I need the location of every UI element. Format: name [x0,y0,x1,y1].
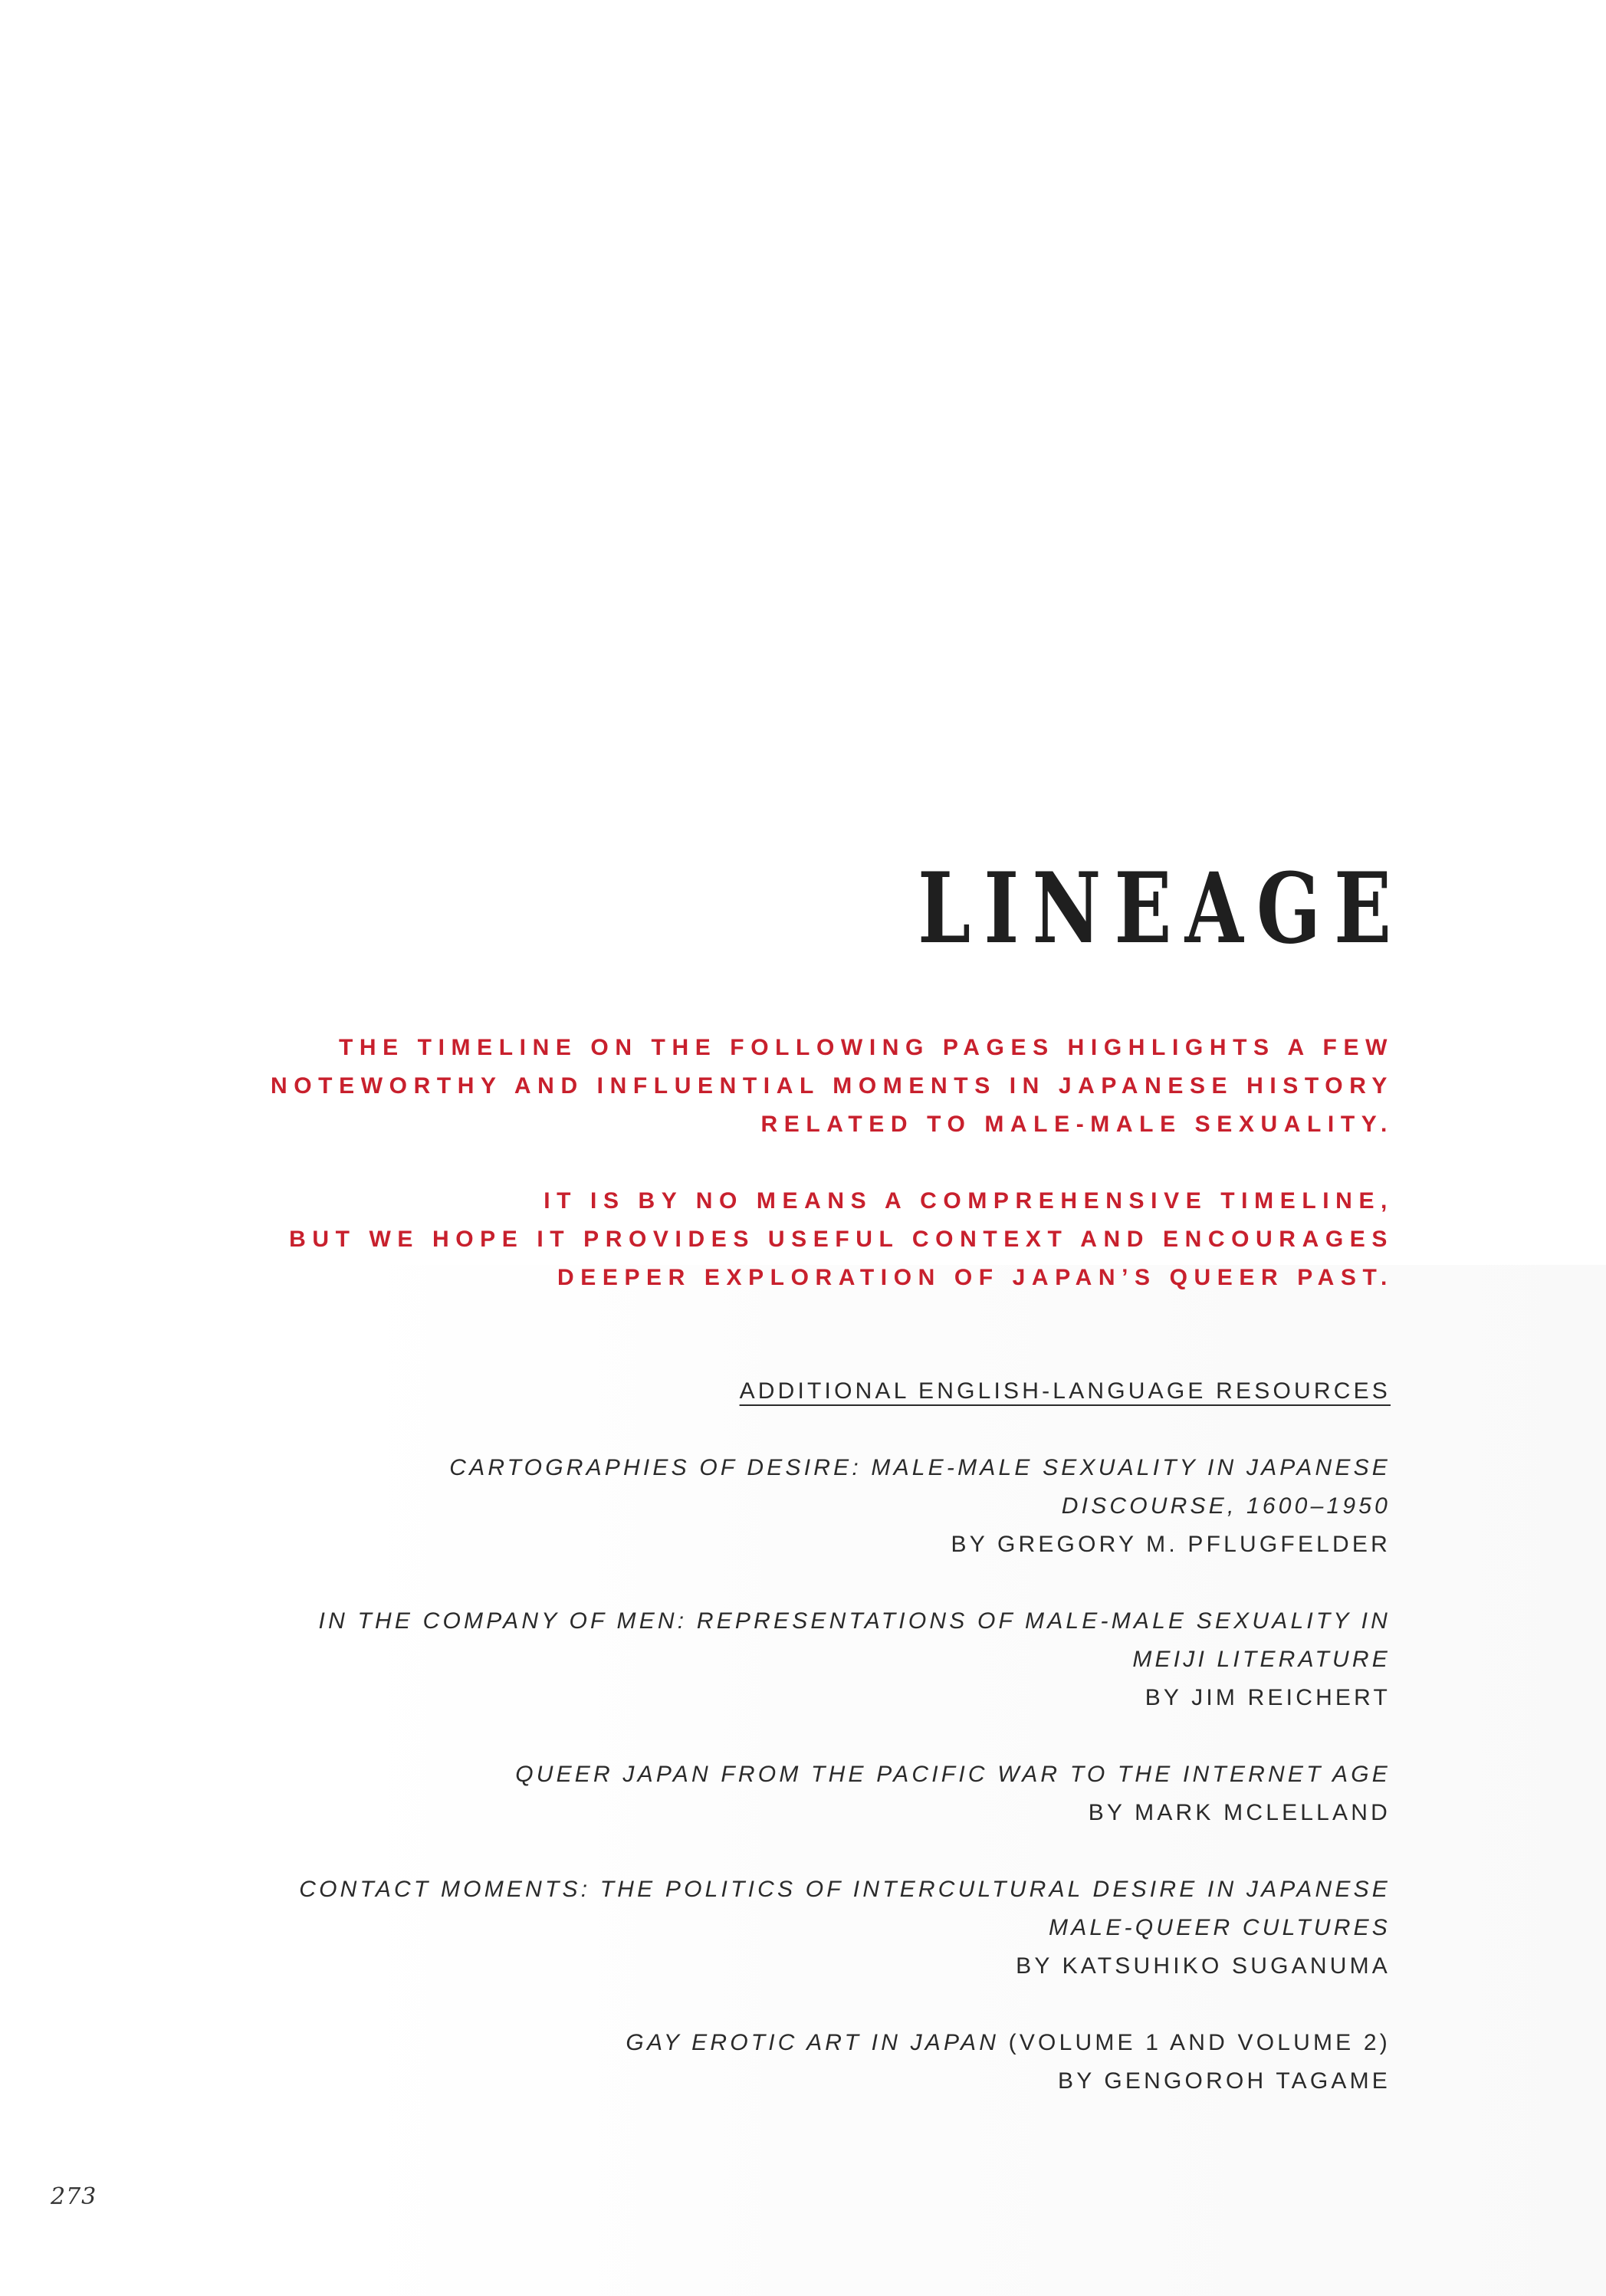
page-number: 273 [51,2183,97,2210]
page-title: LINEAGE [917,852,1404,965]
resource-author: BY JIM REICHERT [1145,1685,1391,1710]
resource-author: BY KATSUHIKO SUGANUMA [1016,1953,1391,1979]
resource-item [87,1602,1391,1717]
resource-title-suffix: (VOLUME 1 AND VOLUME 2) [999,2030,1391,2055]
resource-title: CARTOGRAPHIES OF DESIRE: MALE-MALE SEXUALITY IN JAPANESE DISCOURSE, 1600–1950 [449,1455,1391,1519]
resource-item [87,1871,1391,1986]
resource-author: BY GENGOROH TAGAME [1057,2068,1391,2094]
intro-paragraph-1: THE TIMELINE ON THE FOLLOWING PAGES HIGHLIGHTS A FEW NOTEWORTHY AND INFLUENTIAL MOMENTS IN JAPANESE HISTORY RELATED TO MALE-MALE SEXUALITY. [270,1035,1394,1137]
intro-text [90,1029,1394,1335]
resource-title: QUEER JAPAN FROM THE PACIFIC WAR TO THE INTERNET AGE [515,1762,1391,1787]
resource-title: GAY EROTIC ART IN JAPAN [626,2030,1000,2055]
resource-item [87,2024,1391,2101]
resource-author: BY MARK MCLELLAND [1088,1800,1391,1825]
resource-title: CONTACT MOMENTS: THE POLITICS OF INTERCULTURAL DESIRE IN JAPANESE MALE-QUEER CULTURES [299,1877,1391,1940]
resource-item [87,1449,1391,1564]
resource-title: IN THE COMPANY OF MEN: REPRESENTATIONS OF MALE-MALE SEXUALITY IN MEIJI LITERATURE [318,1608,1391,1672]
resource-author: BY GREGORY M. PFLUGFELDER [951,1532,1391,1557]
resources-heading: ADDITIONAL ENGLISH-LANGUAGE RESOURCES [739,1378,1391,1404]
resource-item [87,1756,1391,1832]
intro-paragraph-2: IT IS BY NO MEANS A COMPREHENSIVE TIMELINE, BUT WE HOPE IT PROVIDES USEFUL CONTEXT AND ENCOURAGES DEEPER EXPLORATION OF JAPAN’S QUEER PAST. [289,1188,1394,1290]
resources-list [87,1372,1391,2139]
